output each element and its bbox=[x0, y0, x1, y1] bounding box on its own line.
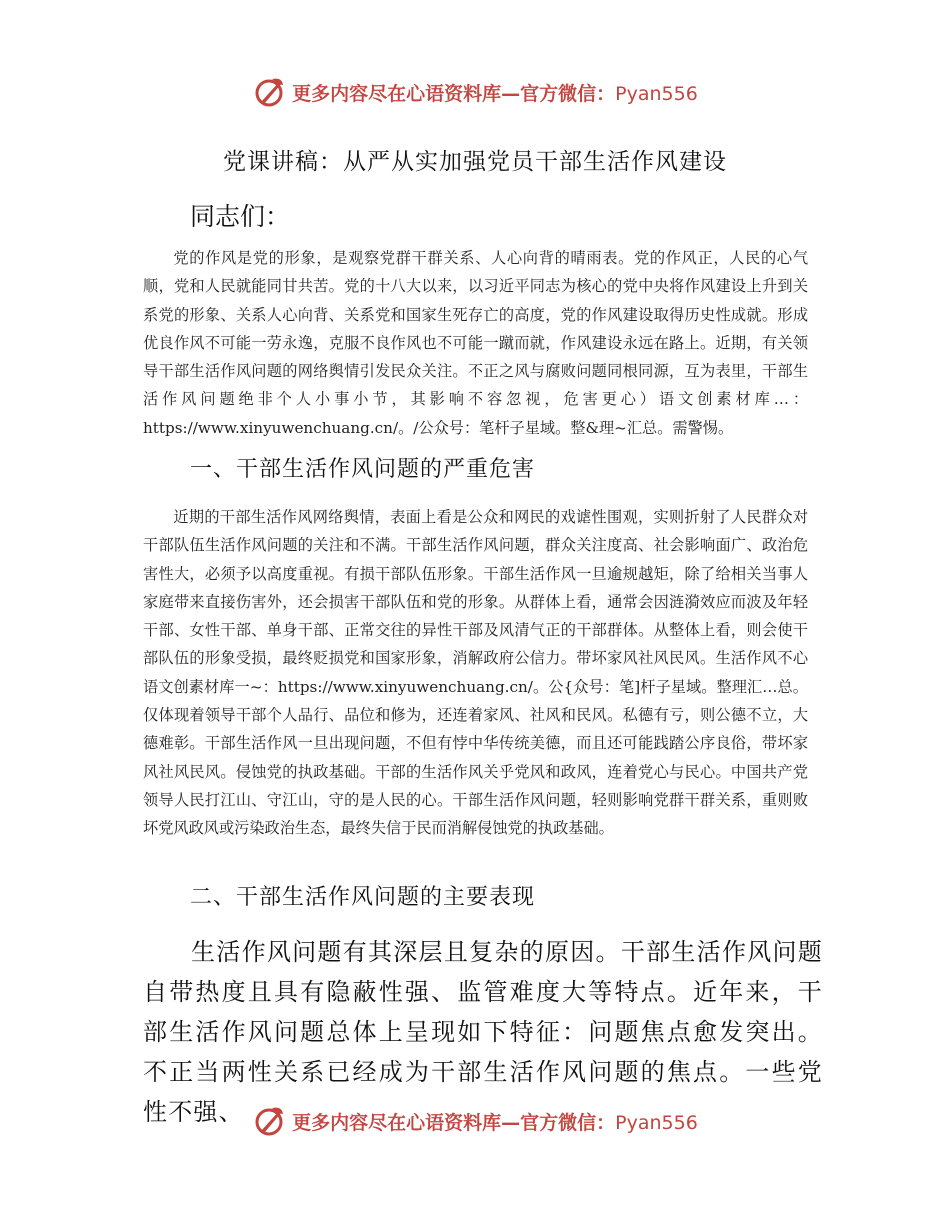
paragraph-section-1: 近期的干部生活作风网络舆情，表面上看是公众和网民的戏谑性围观，实则折射了人民群众对干部队伍生活作风问题的关注和不满。干部生活作风问题，群众关注度高、社会影响面广、政治危害性大，必须予以高度重视。有损干部队伍形象。干部生活作风一旦逾规越矩，除了给相关当事人家庭带来直接伤害外，还会损害干部队伍和党的形象。从群体上看，通常会因涟漪效应而波及年轻干部、女性干部、单身干部、正常交往的异性干部及风清气正的干部群体。从整体上看，则会使干部队伍的形象受损，最终贬损党和国家形象，消解政府公信力。带坏家风社风民风。生活作风不心语文创素材库一~：https://www.xinyuwenchuang.cn/。公{众号：笔]杆子星域。整理汇…总。仅体现着领导干部个人品行、品位和修为，还连着家风、社风和民风。私德有亏，则公德不立，大德难彰。干部生活作风一旦出现问题，不但有悖中华传统美德，而且还可能践踏公序良俗，带坏家风社风民风。侵蚀党的执政基础。干部的生活作风关乎党风和政风，连着党心与民心。中国共产党领导人民打江山、守江山，守的是人民的心。干部生活作风问题，轻则影响党群干群关系，重则败坏党风政风或污染政治生态，最终失信于民而消解侵蚀党的执政基础。 bbox=[143, 508, 808, 838]
banner-text bbox=[292, 1108, 698, 1135]
paragraph-section-2: 生活作风问题有其深层且复杂的原因。干部生活作风问题自带热度且具有隐蔽性强、监管难度大等特点。近年来，干部生活作风问题总体上呈现如下特征：问题焦点愈发突出。不正当两性关系已经成为干部生活作风问题的焦点。一些党性不强、 bbox=[143, 938, 823, 1126]
banner-text bbox=[292, 79, 698, 106]
section-heading-2: 二、干部生活作风问题的主要表现 bbox=[190, 885, 536, 910]
footer-watermark-banner bbox=[0, 1101, 950, 1141]
paragraph-intro: 党的作风是党的形象，是观察党群干群关系、人心向背的晴雨表。党的作风正，人民的心气顺，党和人民就能同甘共苦。党的十八大以来，以习近平同志为核心的党中央将作风建设上升到关系党的形象、关系人心向背、关系党和国家生死存亡的高度，党的作风建设取得历史性成就。形成优良作风不可能一劳永逸，克服不良作风也不可能一蹴而就，作风建设永远在路上。近期，有关领导干部生活作风问题的网络舆情引发民众关注。不正之风与腐败问题同根同源，互为表里，干部生活作风问题绝非个人小事小节，其影响不容忽视，危害更心）语文创素材库…：https://www.xinyuwenchuang.cn/。/公众号：笔杆子星域。整&理~汇总。需警惕。 bbox=[143, 249, 808, 437]
banner-wechat-id: Pyan556 bbox=[615, 82, 698, 105]
section-heading-1: 一、干部生活作风问题的严重危害 bbox=[190, 457, 536, 482]
header-watermark-banner bbox=[0, 72, 950, 112]
banner-wechat-id: Pyan556 bbox=[615, 1111, 698, 1134]
quill-logo-icon bbox=[252, 75, 286, 109]
greeting: 同志们： bbox=[190, 202, 291, 231]
document-title: 党课讲稿：从严从实加强党员干部生活作风建设 bbox=[223, 149, 727, 175]
banner-label: 更多内容尽在心语资料库—官方微信： bbox=[292, 82, 616, 105]
quill-logo-icon bbox=[252, 1104, 286, 1138]
banner-label: 更多内容尽在心语资料库—官方微信： bbox=[292, 1111, 616, 1134]
